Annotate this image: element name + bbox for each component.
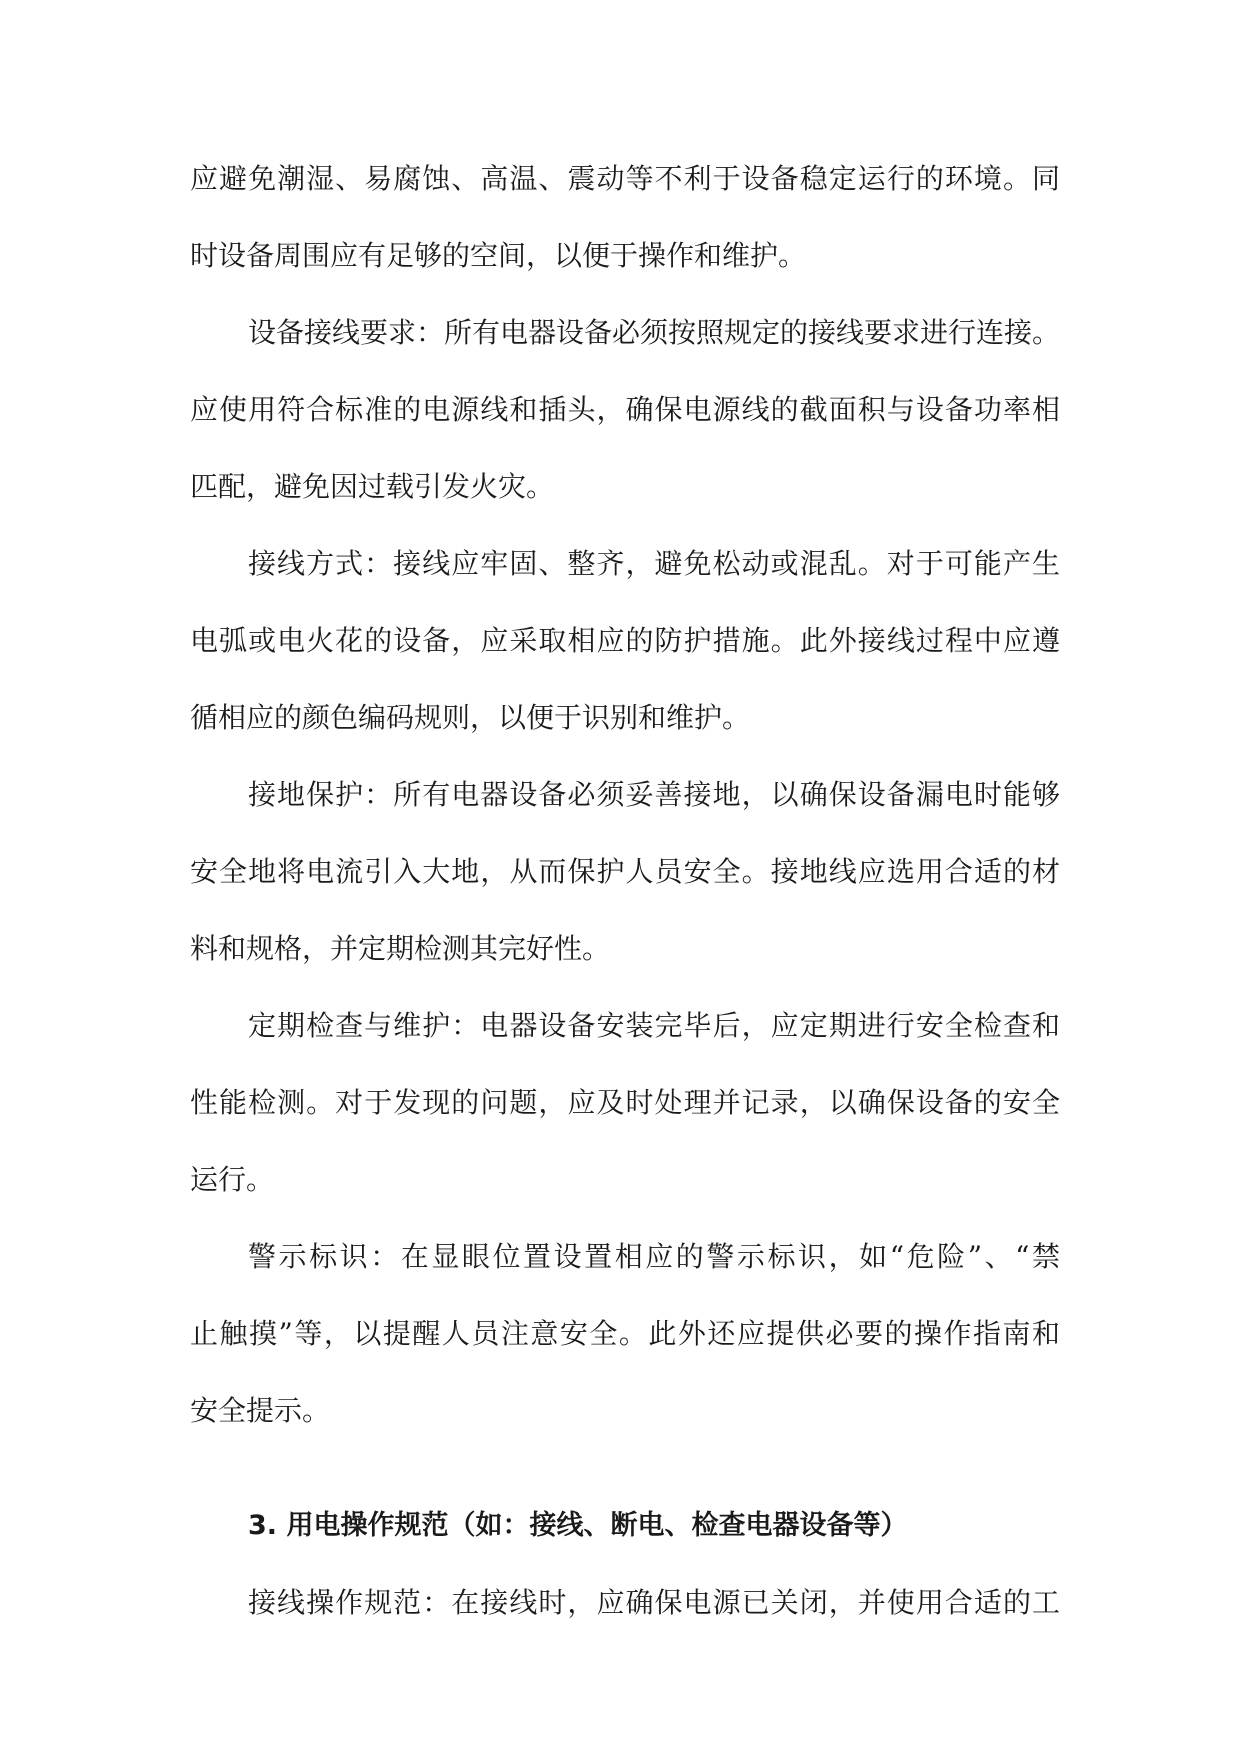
paragraph-wiring-method [190, 525, 1060, 756]
text-line: 时设备周围应有足够的空间，以便于操作和维护。 [190, 239, 807, 272]
paragraph-grounding [190, 756, 1060, 987]
section-heading: 3. 用电操作规范（如：接线、断电、检查电器设备等） [248, 1510, 908, 1541]
text-line: 接线操作规范：在接线时，应确保电源已关闭，并使用合适的工 [248, 1586, 1060, 1619]
text-line: 接线方式：接线应牢固、整齐，避免松动或混乱。对于可能产生 [248, 547, 1060, 580]
paragraph-warning-signs [190, 1218, 1060, 1449]
text-line: 安全提示。 [190, 1394, 331, 1427]
document-body [190, 140, 1060, 1641]
text-line: 循相应的颜色编码规则，以便于识别和维护。 [190, 701, 751, 734]
paragraph-environment [190, 140, 1060, 294]
section-spacer [190, 1449, 1060, 1487]
paragraph-inspection [190, 987, 1060, 1218]
text-line: 定期检查与维护：电器设备安装完毕后，应定期进行安全检查和 [248, 1009, 1060, 1042]
text-line: 接地保护：所有电器设备必须妥善接地，以确保设备漏电时能够 [248, 778, 1060, 811]
text-line: 设备接线要求：所有电器设备必须按照规定的接线要求进行连接。 [248, 316, 1060, 349]
text-line: 止触摸”等，以提醒人员注意安全。此外还应提供必要的操作指南和 [190, 1317, 1060, 1350]
paragraph-wiring-requirements [190, 294, 1060, 525]
text-line: 匹配，避免因过载引发火灾。 [190, 470, 555, 503]
paragraph-wiring-operation [190, 1564, 1060, 1641]
text-line: 性能检测。对于发现的问题，应及时处理并记录，以确保设备的安全 [190, 1086, 1060, 1119]
text-line: 应避免潮湿、易腐蚀、高温、震动等不利于设备稳定运行的环境。同 [190, 162, 1060, 195]
text-line: 警示标识：在显眼位置设置相应的警示标识，如“危险”、“禁 [248, 1240, 1060, 1273]
text-line: 料和规格，并定期检测其完好性。 [190, 932, 611, 965]
text-line: 安全地将电流引入大地，从而保护人员安全。接地线应选用合适的材 [190, 855, 1060, 888]
text-line: 电弧或电火花的设备，应采取相应的防护措施。此外接线过程中应遵 [190, 624, 1060, 657]
text-line: 运行。 [190, 1163, 275, 1196]
text-line: 应使用符合标准的电源线和插头，确保电源线的截面积与设备功率相 [190, 393, 1060, 426]
